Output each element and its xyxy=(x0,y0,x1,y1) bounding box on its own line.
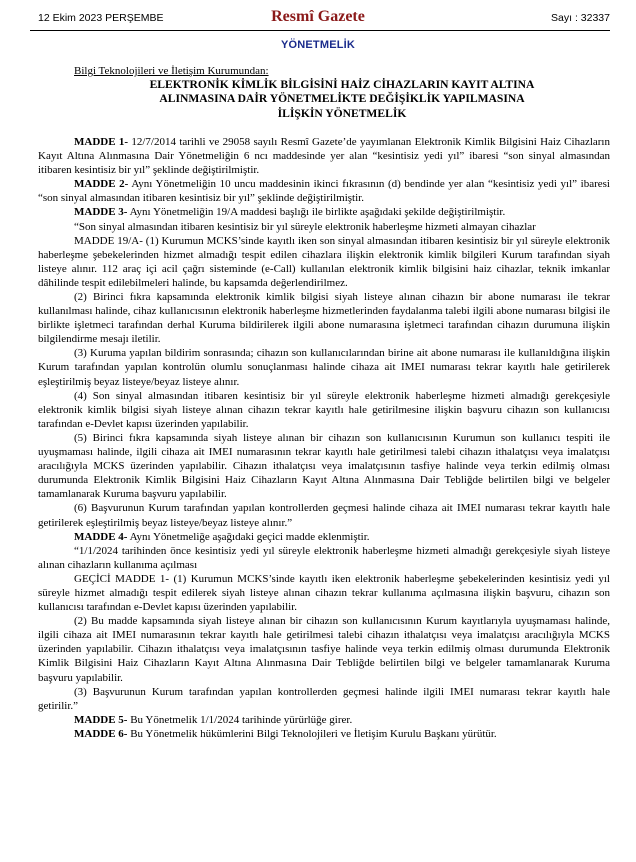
paragraph-text: Bu Yönetmelik 1/1/2024 tarihinde yürürlüğe girer. xyxy=(127,713,353,726)
article-paragraph xyxy=(38,727,610,741)
article-paragraph xyxy=(38,135,610,177)
paragraph-text: (2) Birinci fıkra kapsamında elektronik kimlik bilgisi siyah listeye alınan cihazın bir abone numarası ile tekrar kullanılması halinde, cihaz kullanıcısının elektronik haberleşme hizmetlerinden faydalanma talebi ilgili abone numarası bilgisi ile birlikte işletmeci tarafından derhal Kuruma bildirilerek ilgili abone numarasına işletmeci tarafından cihazın durumuna ilişkin bilgilendirme mesajı iletilir. xyxy=(38,291,610,346)
paragraph-text: “1/1/2024 tarihinden önce kesintisiz yedi yıl süreyle elektronik haberleşme hizmeti almadığı gerekçesiyle siyah listeye alınan cihazların kullanıma açılması xyxy=(38,544,610,571)
clause-paragraph xyxy=(38,389,610,431)
article-label: MADDE 6- xyxy=(74,727,128,740)
paragraph-text: Aynı Yönetmeliğin 19/A maddesi başlığı ile birlikte aşağıdaki şekilde değiştirilmiştir. xyxy=(127,206,506,219)
section-heading: YÖNETMELİK xyxy=(280,39,356,51)
regulation-title-line: ELEKTRONİK KİMLİK BİLGİSİNİ HAİZ CİHAZLARIN KAYIT ALTINA xyxy=(149,78,535,92)
paragraph-text: (6) Başvurunun Kurum tarafından yapılan kontrollerden geçmesi halinde cihaza ait IMEI numarası tekrar kayıtlı hale getirilerek eşleştirilmiş beyaz listeye/beyaz listeye alınır.” xyxy=(38,502,610,529)
paragraph-text: Bu Yönetmelik hükümlerini Bilgi Teknolojileri ve İletişim Kurulu Başkanı yürütür. xyxy=(127,727,497,740)
regulation-title-line: ALINMASINA DAİR YÖNETMELİKTE DEĞİŞİKLİK YAPILMASINA xyxy=(159,92,525,106)
publication-title: Resmî Gazete xyxy=(271,8,365,25)
clause-paragraph xyxy=(38,234,610,290)
regulation-title-line: İLİŞKİN YÖNETMELİK xyxy=(277,106,407,120)
article-label: MADDE 5- xyxy=(74,713,128,726)
publication-date: 12 Ekim 2023 PERŞEMBE xyxy=(38,12,164,24)
clause-paragraph xyxy=(38,614,610,684)
regulation-body xyxy=(38,135,610,741)
clause-paragraph xyxy=(38,290,610,346)
article-paragraph xyxy=(38,205,610,219)
clause-paragraph xyxy=(38,220,610,234)
header-divider xyxy=(30,30,610,31)
clause-paragraph xyxy=(38,431,610,501)
article-label: MADDE 2- xyxy=(74,178,129,191)
paragraph-text: Aynı Yönetmeliğin 10 uncu maddesinin ikinci fıkrasının (d) bendinde yer alan “kesintisiz yedi yıl” ibaresi “son sinyal almasından itibaren kesintisiz bir yıl” şeklinde değiştirilmiştir. xyxy=(38,178,610,205)
paragraph-text: Aynı Yönetmeliğe aşağıdaki geçici madde eklenmiştir. xyxy=(127,530,370,543)
paragraph-text: GEÇİCİ MADDE 1- (1) Kurumun MCKS’sinde kayıtlı iken elektronik haberleşme şebekelerinden kesintisiz yedi yıl süreyle hizmet almadığı tespit edilerek siyah listeye alınan cihazın tekrar kullanıma açılmasına ilişkin başvuru, cihazın son kullanıcısı tarafından e-Devlet kapısı üzerinden yapılabilir. xyxy=(38,572,610,614)
paragraph-text: (4) Son sinyal almasından itibaren kesintisiz bir yıl süreyle elektronik haberleşme hizmeti almadığı gerekçesiyle elektronik kimlik bilgisi siyah listeye alınan cihazın tekrar kayıtlı hale getirilmesine ilişkin başvuru cihazın son kullanıcısı tarafından e-Devlet kapısı üzerinden yapılabilir. xyxy=(38,389,610,430)
paragraph-text: (3) Başvurunun Kurum tarafından yapılan kontrollerden geçmesi halinde ilgili IMEI numarası tekrar kayıtlı hale getirilir.” xyxy=(38,685,610,712)
article-paragraph xyxy=(38,530,610,544)
regulation-document xyxy=(38,64,610,741)
regulation-title xyxy=(74,78,610,121)
clause-paragraph xyxy=(38,572,610,614)
clause-paragraph xyxy=(38,346,610,388)
article-label: MADDE 3- xyxy=(74,206,128,219)
paragraph-text: 12/7/2014 tarihli ve 29058 sayılı Resmî Gazete’de yayımlanan Elektronik Kimlik Bilgisini Haiz Cihazların Kayıt Altına Alınmasına Dair Yönetmeliğin 6 ncı maddesinde yer alan “kesintisiz yedi yıl” ibaresi “son sinyal almasından itibaren kesintisiz bir yıl” şeklinde değiştirilmiştir. xyxy=(38,135,610,177)
clause-paragraph xyxy=(38,544,610,572)
issuing-institution: Bilgi Teknolojileri ve İletişim Kurumundan: xyxy=(74,65,269,77)
paragraph-text: (2) Bu madde kapsamında siyah listeye alınan bir cihazın son kullanıcısının Kurum kayıtlarıyla uyuşmaması halinde, ilgili cihaza ait IMEI numarasının tekrar kayıtlı hale getirilmesi talebi cihazın ithalatçısı veya imalatçısı aracılığıyla MCKS üzerinden yapılabilir. Cihazın ithalatçısı veya imalatçısının tasfiye halinde veya terkin edilmiş olması durumunda Elektronik Kimlik Bilgisini Haiz Cihazların Kayıt Altına Alınmasına Dair Tebliğde belirtilen bilgi ve belgeler tamamlanarak Kuruma başvuru yapılabilir. xyxy=(38,615,610,684)
article-paragraph xyxy=(38,713,610,727)
clause-paragraph xyxy=(38,501,610,529)
article-label: MADDE 4- xyxy=(74,530,128,543)
article-paragraph xyxy=(38,177,610,205)
paragraph-text: “Son sinyal almasından itibaren kesintisiz bir yıl süreyle elektronik haberleşme hizmeti almayan cihazlar xyxy=(74,220,536,233)
gazette-header xyxy=(0,0,636,32)
paragraph-text: (5) Birinci fıkra kapsamında siyah listeye alınan bir cihazın son kullanıcısının Kurumun son kullanıcı tespiti ile uyuşmaması halinde, ilgili cihaza ait IMEI numarasının tekrar kayıtlı hale getirilmesi talebi cihazın ithalatçısı veya imalatçısı aracılığıyla MCKS üzerinden yapılabilir. Cihazın ithalatçısı veya imalatçısının tasfiye halinde veya terkin edilmiş olması durumunda Elektronik Kimlik Bilgisini Haiz Cihazların Kayıt Altına Alınmasına Dair Tebliğde belirtilen bilgi ve belgeler tamamlanarak Kuruma başvuru yapılabilir. xyxy=(38,431,610,501)
paragraph-text: MADDE 19/A- (1) Kurumun MCKS’sinde kayıtlı iken son sinyal almasından itibaren kesintisiz bir yıl süreyle elektronik haberleşme şebekelerinden hizmet almadığı tespit edilen cihazlara ilişkin elektronik kimlik bilgileri Kurum tarafından siyah listeye alınır. 112 araç içi acil çağrı sisteminde (e-Call) kullanılan elektronik kimlik bilgisini haiz cihazlar, teknik imkanlar dâhilinde tespit edilebilmeleri halinde, bu kapsamda değerlendirilmez. xyxy=(38,234,610,289)
issue-number: Sayı : 32337 xyxy=(551,12,610,24)
article-label: MADDE 1- xyxy=(74,135,129,148)
clause-paragraph xyxy=(38,685,610,713)
paragraph-text: (3) Kuruma yapılan bildirim sonrasında; cihazın son kullanıcılarından birine ait abone numarası ile kullanıldığına ilişkin Kurum tarafından yapılan kontrolün olumlu sonuçlanması halinde cihaza ait IMEI numarası tekrar kayıtlı hale getirilerek eşleştirilmiş beyaz listeye/beyaz listeye alınır. xyxy=(38,347,610,388)
